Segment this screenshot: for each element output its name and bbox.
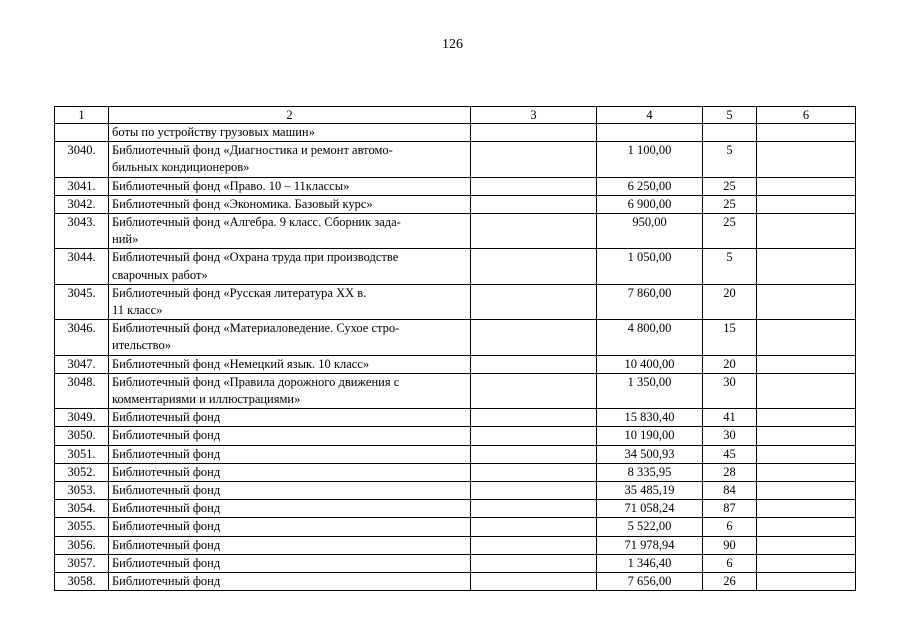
column-3-cell [471,427,597,445]
row-number: 3050. [55,427,109,445]
table-row [55,373,856,408]
item-sum: 35 485,19 [597,482,703,500]
column-header-1: 1 [55,107,109,124]
row-number: 3055. [55,518,109,536]
table-row [55,409,856,427]
table-row [55,284,856,319]
item-name-line: Библиотечный фонд «Немецкий язык. 10 класс» [112,356,370,371]
item-name [109,124,471,142]
column-6-cell [757,195,856,213]
table-row [55,500,856,518]
item-quantity: 26 [703,573,757,591]
item-quantity: 6 [703,518,757,536]
item-name [109,142,471,177]
column-6-cell [757,554,856,572]
item-quantity [703,124,757,142]
item-quantity: 20 [703,355,757,373]
item-sum: 4 800,00 [597,320,703,355]
column-6-cell [757,427,856,445]
table-row [55,573,856,591]
column-6-cell [757,482,856,500]
row-number: 3054. [55,500,109,518]
item-quantity: 28 [703,463,757,481]
row-number: 3042. [55,195,109,213]
table-row [55,195,856,213]
item-name-line: Библиотечный фонд [112,446,221,461]
item-sum [597,124,703,142]
item-name [109,373,471,408]
row-number: 3049. [55,409,109,427]
item-name [109,445,471,463]
row-number: 3043. [55,214,109,249]
item-sum: 1 100,00 [597,142,703,177]
item-name-line: Библиотечный фонд «Экономика. Базовый курс» [112,196,373,211]
item-name [109,409,471,427]
item-sum: 10 400,00 [597,355,703,373]
item-name [109,518,471,536]
item-sum: 7 656,00 [597,573,703,591]
row-number: 3044. [55,249,109,284]
item-name-line: 11 класс» [112,303,163,318]
item-sum: 6 250,00 [597,177,703,195]
item-name-line: Библиотечный фонд «Русская литература XX в. [112,285,367,300]
column-6-cell [757,536,856,554]
item-sum: 7 860,00 [597,284,703,319]
table-row [55,518,856,536]
column-6-cell [757,142,856,177]
item-name [109,482,471,500]
item-sum: 71 978,94 [597,536,703,554]
item-quantity: 25 [703,195,757,213]
item-name [109,249,471,284]
item-name [109,195,471,213]
column-header-5: 5 [703,107,757,124]
item-quantity: 25 [703,177,757,195]
item-sum: 15 830,40 [597,409,703,427]
row-number [55,124,109,142]
column-3-cell [471,554,597,572]
item-name [109,554,471,572]
row-number: 3048. [55,373,109,408]
item-name-line: Библиотечный фонд [112,574,221,589]
column-3-cell [471,463,597,481]
column-6-cell [757,284,856,319]
column-3-cell [471,536,597,554]
table-row [55,355,856,373]
table-row [55,554,856,572]
column-6-cell [757,124,856,142]
column-3-cell [471,373,597,408]
item-name-line: Библиотечный фонд «Материаловедение. Сухое стро- [112,321,400,336]
item-quantity: 90 [703,536,757,554]
item-quantity: 25 [703,214,757,249]
table-row [55,427,856,445]
row-number: 3057. [55,554,109,572]
row-number: 3040. [55,142,109,177]
table-row [55,482,856,500]
row-number: 3045. [55,284,109,319]
column-header-2: 2 [109,107,471,124]
item-quantity: 5 [703,249,757,284]
item-quantity: 45 [703,445,757,463]
column-3-cell [471,573,597,591]
column-3-cell [471,214,597,249]
table-header [55,107,856,124]
column-3-cell [471,195,597,213]
column-3-cell [471,482,597,500]
item-name [109,500,471,518]
column-6-cell [757,409,856,427]
table-body [55,124,856,591]
column-header-6: 6 [757,107,856,124]
item-name [109,177,471,195]
item-name [109,214,471,249]
item-sum: 1 050,00 [597,249,703,284]
column-3-cell [471,500,597,518]
item-name-line: Библиотечный фонд [112,483,221,498]
item-quantity: 84 [703,482,757,500]
item-name [109,536,471,554]
item-name-line: ний» [112,232,139,247]
item-sum: 1 350,00 [597,373,703,408]
row-number: 3051. [55,445,109,463]
item-name [109,463,471,481]
item-name-line: Библиотечный фонд «Охрана труда при производстве [112,250,399,265]
header-row [55,107,856,124]
item-name-line: Библиотечный фонд «Алгебра. 9 класс. Сборник зада- [112,215,401,230]
item-name [109,284,471,319]
item-name [109,320,471,355]
table-row [55,445,856,463]
item-quantity: 20 [703,284,757,319]
item-name-line: Библиотечный фонд [112,428,221,443]
table-row [55,214,856,249]
item-name-line: Библиотечный фонд «Правила дорожного движения с [112,374,400,389]
item-quantity: 15 [703,320,757,355]
item-name-line: Библиотечный фонд [112,555,221,570]
table-row [55,320,856,355]
item-name-line: ительство» [112,338,171,353]
item-quantity: 41 [703,409,757,427]
column-header-3: 3 [471,107,597,124]
column-3-cell [471,518,597,536]
item-quantity: 6 [703,554,757,572]
column-3-cell [471,284,597,319]
row-number: 3041. [55,177,109,195]
column-3-cell [471,320,597,355]
page-number: 126 [442,37,463,52]
table-row [55,463,856,481]
column-6-cell [757,320,856,355]
column-6-cell [757,573,856,591]
column-3-cell [471,124,597,142]
table-row [55,249,856,284]
item-name-line: Библиотечный фонд [112,464,221,479]
item-quantity: 30 [703,373,757,408]
item-sum: 10 190,00 [597,427,703,445]
item-name [109,355,471,373]
column-6-cell [757,373,856,408]
column-6-cell [757,500,856,518]
item-sum: 6 900,00 [597,195,703,213]
table-row [55,536,856,554]
column-6-cell [757,445,856,463]
column-6-cell [757,177,856,195]
row-number: 3053. [55,482,109,500]
column-3-cell [471,355,597,373]
item-name-line: комментариями и иллюстрациями» [112,392,301,407]
item-name-line: Библиотечный фонд «Диагностика и ремонт автомо- [112,143,393,158]
item-sum: 950,00 [597,214,703,249]
row-number: 3047. [55,355,109,373]
item-name-line: Библиотечный фонд [112,519,221,534]
item-sum: 1 346,40 [597,554,703,572]
row-number: 3052. [55,463,109,481]
column-6-cell [757,518,856,536]
item-name [109,427,471,445]
column-3-cell [471,409,597,427]
item-sum: 34 500,93 [597,445,703,463]
column-6-cell [757,214,856,249]
item-name-line: Библиотечный фонд [112,537,221,552]
column-3-cell [471,445,597,463]
item-quantity: 5 [703,142,757,177]
column-3-cell [471,177,597,195]
item-name-line: Библиотечный фонд [112,501,221,516]
item-sum: 71 058,24 [597,500,703,518]
table-row [55,177,856,195]
item-name [109,573,471,591]
column-3-cell [471,142,597,177]
column-6-cell [757,463,856,481]
column-6-cell [757,249,856,284]
item-name-line: Библиотечный фонд «Право. 10 – 11классы» [112,178,350,193]
table-row [55,124,856,142]
column-6-cell [757,355,856,373]
row-number: 3056. [55,536,109,554]
item-quantity: 87 [703,500,757,518]
item-sum: 5 522,00 [597,518,703,536]
column-header-4: 4 [597,107,703,124]
column-3-cell [471,249,597,284]
item-name-line: сварочных работ» [112,267,208,282]
item-name-line: бильных кондиционеров» [112,160,250,175]
row-number: 3058. [55,573,109,591]
inventory-table [54,106,856,591]
table-row [55,142,856,177]
item-sum: 8 335,95 [597,463,703,481]
item-name-line: боты по устройству грузовых машин» [112,125,315,139]
item-name-line: Библиотечный фонд [112,410,221,425]
row-number: 3046. [55,320,109,355]
item-quantity: 30 [703,427,757,445]
